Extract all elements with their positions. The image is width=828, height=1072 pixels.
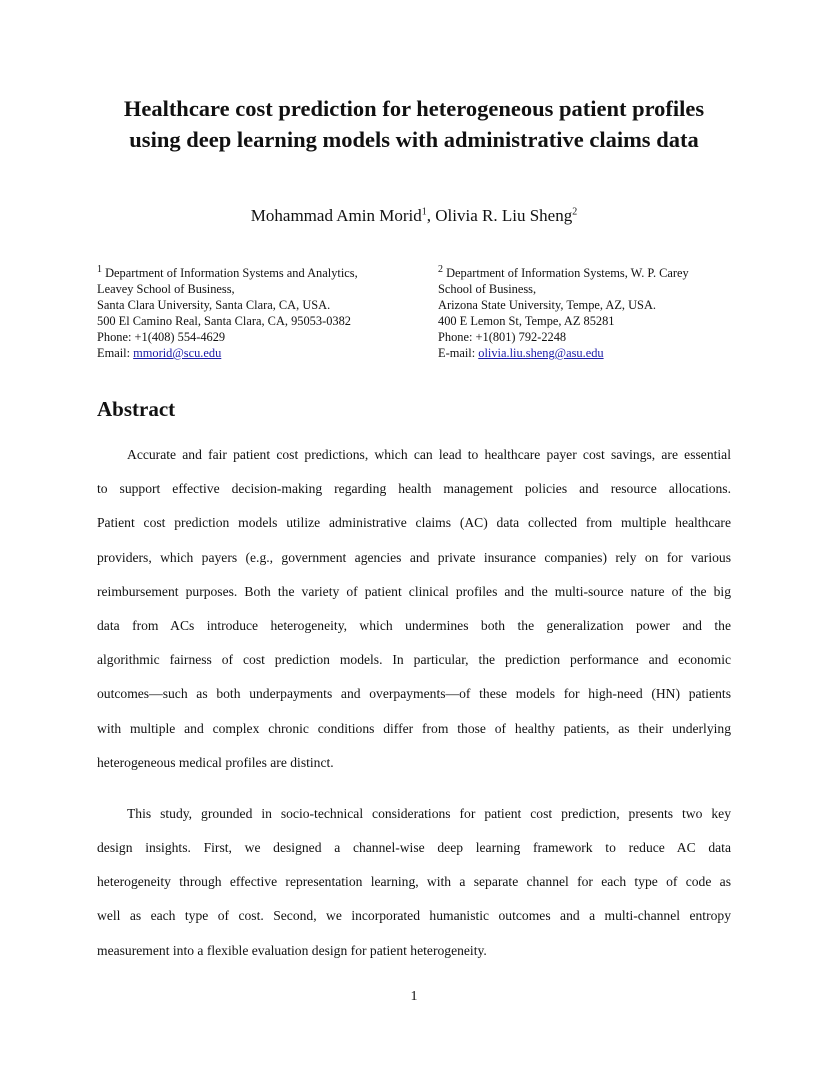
affiliation-line: Leavey School of Business, [97, 282, 235, 296]
abstract-line: providers, which payers (e.g., government agencies and private insurance companies) rely on for various [97, 549, 731, 565]
email-label: Email: [97, 346, 134, 360]
abstract-line: heterogeneous medical profiles are distinct. [97, 754, 334, 770]
abstract-line: Accurate and fair patient cost predictions, which can lead to healthcare payer cost savings, are essential [127, 447, 731, 462]
abstract-body [97, 443, 731, 973]
abstract-line: heterogeneity through effective representation learning, with a separate channel for each type of code as [97, 874, 731, 890]
abstract-line: outcomes—such as both underpayments and overpayments—of these models for high-need (HN) patients [97, 686, 731, 702]
abstract-line: measurement into a flexible evaluation design for patient heterogeneity. [97, 942, 487, 958]
affiliation-phone: Phone: +1(801) 792-2248 [438, 330, 567, 344]
author-list [0, 205, 828, 227]
abstract-line: Patient cost prediction models utilize administrative claims (AC) data collected from multiple healthcare [97, 515, 731, 531]
abstract-line: This study, grounded in socio-technical considerations for patient cost prediction, presents two key [127, 805, 731, 821]
paper-title [60, 93, 768, 155]
author-name: Olivia R. Liu Sheng [435, 206, 573, 225]
abstract-line: reimbursement purposes. Both the variety of patient clinical profiles and the multi-source nature of the big [97, 583, 731, 599]
affiliation-block-1 [97, 265, 417, 361]
affiliation-line: 400 E Lemon St, Tempe, AZ 85281 [438, 314, 615, 328]
affiliation-line: Santa Clara University, Santa Clara, CA, USA. [97, 298, 331, 312]
affiliation-department: Department of Information Systems, W. P. Carey [446, 266, 689, 280]
page-number: 1 [410, 989, 418, 1004]
author-affiliation-marker: 1 [421, 206, 427, 218]
affiliation-email-line [97, 345, 417, 361]
affiliation-line [438, 265, 758, 281]
affiliation-phone: Phone: +1(408) 554-4629 [97, 330, 226, 344]
abstract-paragraph [97, 802, 731, 973]
abstract-line: with multiple and complex chronic conditions differ from those of healthy patients, as their underlying [97, 720, 731, 736]
abstract-line: well as each type of cost. Second, we incorporated humanistic outcomes and a multi-channel entropy [97, 908, 731, 924]
author-affiliation-marker: 2 [572, 206, 578, 218]
affiliation-line: 500 El Camino Real, Santa Clara, CA, 95053-0382 [97, 314, 351, 328]
email-label: E-mail: [438, 346, 479, 360]
email-link[interactable]: olivia.liu.sheng@asu.edu [478, 346, 604, 360]
abstract-line: to support effective decision-making regarding health management policies and resource allocations. [97, 481, 731, 497]
affiliation-line [97, 265, 417, 281]
title-line: Healthcare cost prediction for heterogeneous patient profiles [123, 96, 705, 121]
abstract-line: design insights. First, we designed a channel-wise deep learning framework to reduce AC data [97, 840, 731, 856]
affiliation-block-2 [438, 265, 758, 361]
affiliation-email-line [438, 345, 758, 361]
affiliation-department: Department of Information Systems and Analytics, [105, 266, 358, 280]
author-separator: , [426, 206, 436, 225]
abstract-heading: Abstract [97, 397, 176, 421]
abstract-line: data from ACs introduce heterogeneity, which undermines both the generalization power and the [97, 617, 731, 633]
affiliation-line: Arizona State University, Tempe, AZ, USA. [438, 298, 656, 312]
abstract-paragraph [97, 443, 731, 785]
title-line: using deep learning models with administrative claims data [129, 127, 699, 152]
affiliation-marker: 2 [438, 263, 443, 275]
author-name: Mohammad Amin Morid [250, 206, 422, 225]
abstract-line: algorithmic fairness of cost prediction models. In particular, the prediction performance and economic [97, 652, 731, 668]
email-link[interactable]: mmorid@scu.edu [133, 346, 222, 360]
affiliation-marker: 1 [97, 263, 102, 275]
affiliation-line: School of Business, [438, 282, 537, 296]
